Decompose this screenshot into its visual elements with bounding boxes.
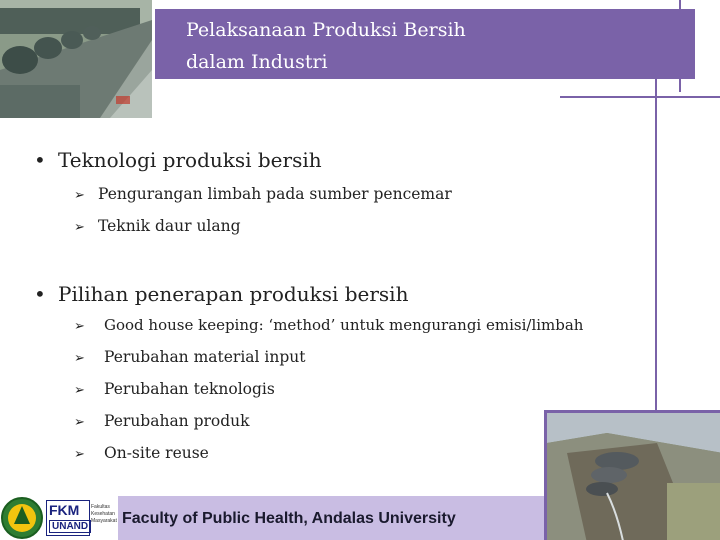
title-line-1: Pelaksanaan Produksi Bersih	[186, 19, 466, 41]
bullet-icon: •	[34, 282, 46, 306]
unand-logo	[0, 496, 44, 540]
arrow-bullet-icon: ➢	[74, 447, 85, 462]
footer-university-name: Faculty of Public Health, Andalas University	[122, 510, 456, 527]
decor-line-right-2	[655, 65, 657, 415]
fkm-logo	[46, 500, 118, 536]
list-item	[74, 185, 452, 203]
arrow-bullet-icon: ➢	[74, 415, 85, 430]
list-item	[74, 348, 306, 366]
fkm-logo-top: FKM	[49, 502, 80, 518]
list-item	[74, 316, 583, 334]
industrial-pipes-photo	[0, 0, 152, 118]
list-item	[74, 412, 250, 430]
arrow-bullet-icon: ➢	[74, 319, 85, 334]
decor-line-right	[679, 0, 681, 92]
section-2-heading	[34, 282, 408, 306]
bullet-icon: •	[34, 148, 46, 172]
title-line-2: dalam Industri	[186, 51, 328, 73]
section-1-heading	[34, 148, 322, 172]
fkm-logo-side-text: Fakultas Kesehatan Masyarakat	[91, 504, 117, 524]
drain-pipes-photo	[544, 410, 720, 540]
arrow-bullet-icon: ➢	[74, 351, 85, 366]
section-2-heading-text: Pilihan penerapan produksi bersih	[58, 282, 409, 306]
decor-line-horizontal	[560, 96, 720, 98]
list-item-text: Pengurangan limbah pada sumber pencemar	[98, 185, 452, 203]
list-item	[74, 380, 275, 398]
list-item-text: Perubahan produk	[104, 412, 250, 430]
slide-title	[186, 14, 686, 78]
fkm-logo-bottom: UNAND	[49, 520, 91, 533]
section-1-heading-text: Teknologi produksi bersih	[58, 148, 322, 172]
list-item-text: Teknik daur ulang	[98, 217, 241, 235]
arrow-bullet-icon: ➢	[74, 220, 85, 235]
list-item-text: On-site reuse	[104, 444, 209, 462]
list-item-text: Good house keeping: ‘method’ untuk mengurangi emisi/limbah	[104, 316, 584, 334]
list-item-text: Perubahan teknologis	[104, 380, 275, 398]
arrow-bullet-icon: ➢	[74, 383, 85, 398]
list-item	[74, 444, 209, 462]
arrow-bullet-icon: ➢	[74, 188, 85, 203]
list-item-text: Perubahan material input	[104, 348, 306, 366]
list-item	[74, 217, 241, 235]
fkm-logo-box	[46, 500, 90, 536]
